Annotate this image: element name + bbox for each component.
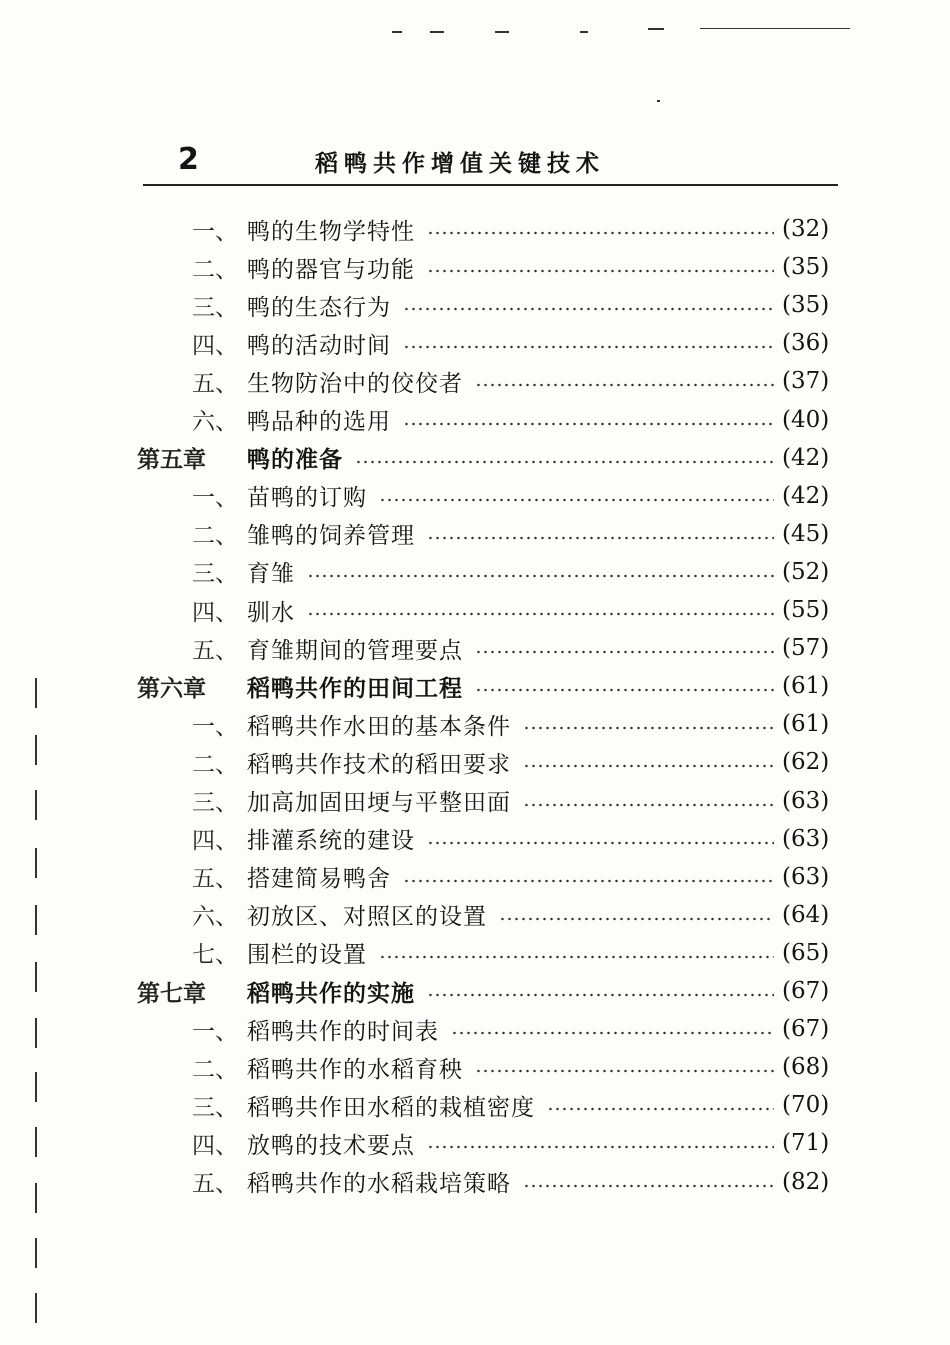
section-number: 六、 xyxy=(192,409,238,435)
dot-leader xyxy=(523,803,774,807)
page-reference: (42) xyxy=(782,482,830,509)
dot-leader xyxy=(499,917,774,921)
section-number: 六、 xyxy=(192,904,238,931)
section-number: 三、 xyxy=(192,561,238,588)
dot-leader xyxy=(475,1069,774,1073)
section-number: 四、 xyxy=(192,599,238,626)
section-title: 稻鸭共作水田的基本条件 xyxy=(247,713,511,740)
section-title: 生物防治中的佼佼者 xyxy=(247,370,463,397)
page-reference: (40) xyxy=(782,406,830,433)
dot-leader xyxy=(475,383,774,387)
page-reference: (67) xyxy=(782,1016,830,1043)
toc-section-entry[interactable] xyxy=(0,705,950,743)
dot-leader xyxy=(355,460,774,464)
scan-speck xyxy=(495,31,509,33)
header-rule xyxy=(143,184,838,186)
section-number: 一、 xyxy=(192,1018,238,1045)
margin-mark xyxy=(35,790,37,820)
dot-leader xyxy=(427,231,774,235)
section-title: 育雏期间的管理要点 xyxy=(247,637,463,664)
dot-leader xyxy=(307,574,774,578)
margin-mark xyxy=(35,1127,37,1157)
margin-mark xyxy=(35,1293,37,1323)
page-reference: (64) xyxy=(782,901,830,928)
page-reference: (63) xyxy=(782,863,830,890)
toc-section-entry[interactable] xyxy=(0,324,950,362)
section-number: 三、 xyxy=(192,294,238,321)
dot-leader xyxy=(523,726,774,730)
margin-mark xyxy=(35,1072,37,1102)
section-title: 搭建简易鸭舍 xyxy=(247,866,391,893)
page-reference: (62) xyxy=(782,749,830,776)
chapter-number: 第七章 xyxy=(137,979,206,1007)
page-reference: (45) xyxy=(782,520,830,547)
page-reference: (57) xyxy=(782,635,830,662)
toc-section-entry[interactable] xyxy=(0,782,950,820)
toc-section-entry[interactable] xyxy=(0,515,950,553)
chapter-title: 稻鸭共作的实施 xyxy=(247,979,415,1007)
chapter-number: 第六章 xyxy=(137,674,206,702)
scan-speck xyxy=(648,28,664,30)
dot-leader xyxy=(475,688,774,692)
section-title: 加高加固田埂与平整田面 xyxy=(247,790,511,816)
chapter-title: 稻鸭共作的田间工程 xyxy=(247,674,463,702)
scan-speck xyxy=(657,100,660,102)
section-title: 稻鸭共作的时间表 xyxy=(247,1018,439,1045)
toc-section-entry[interactable] xyxy=(0,286,950,324)
section-number: 五、 xyxy=(192,637,238,664)
dot-leader xyxy=(403,422,774,426)
section-number: 二、 xyxy=(192,1056,238,1083)
page-reference: (52) xyxy=(782,558,830,585)
dot-leader xyxy=(403,307,774,311)
section-number: 四、 xyxy=(192,1132,238,1159)
page-reference: (67) xyxy=(782,978,830,1004)
toc-section-entry[interactable] xyxy=(0,1163,950,1201)
page-reference: (42) xyxy=(782,444,830,471)
section-title: 育雏 xyxy=(247,561,295,588)
section-number: 四、 xyxy=(192,332,238,359)
chapter-number: 第五章 xyxy=(137,446,206,474)
toc-section-entry[interactable] xyxy=(0,210,950,248)
section-title: 鸭品种的选用 xyxy=(247,409,391,435)
page-reference: (68) xyxy=(782,1054,830,1081)
section-title: 放鸭的技术要点 xyxy=(247,1132,415,1159)
margin-mark xyxy=(35,735,37,765)
toc-chapter-entry[interactable] xyxy=(0,439,950,477)
margin-mark xyxy=(35,1238,37,1268)
section-number: 二、 xyxy=(192,523,238,550)
toc-section-entry[interactable] xyxy=(0,477,950,515)
page-reference: (35) xyxy=(782,292,830,319)
page-reference: (36) xyxy=(782,330,830,357)
toc-section-entry[interactable] xyxy=(0,858,950,896)
page-reference: (61) xyxy=(782,711,830,738)
section-title: 围栏的设置 xyxy=(247,942,367,969)
section-number: 一、 xyxy=(192,218,238,245)
toc-section-entry[interactable] xyxy=(0,591,950,629)
section-title: 鸭的活动时间 xyxy=(247,332,391,359)
toc-section-entry[interactable] xyxy=(0,553,950,591)
toc-section-entry[interactable] xyxy=(0,362,950,400)
page-reference: (61) xyxy=(782,673,830,700)
toc-section-entry[interactable] xyxy=(0,743,950,781)
scan-speck xyxy=(430,31,444,33)
dot-leader xyxy=(379,498,774,502)
scan-speck xyxy=(392,31,402,33)
scan-speck xyxy=(700,28,850,29)
section-number: 二、 xyxy=(192,256,238,283)
margin-mark xyxy=(35,1183,37,1213)
dot-leader xyxy=(403,879,774,883)
toc-section-entry[interactable] xyxy=(0,629,950,667)
toc-chapter-entry[interactable] xyxy=(0,972,950,1010)
dot-leader xyxy=(379,955,774,959)
dot-leader xyxy=(427,269,774,273)
section-title: 鸭的器官与功能 xyxy=(247,256,415,283)
section-title: 排灌系统的建设 xyxy=(247,828,415,855)
dot-leader xyxy=(475,650,774,654)
dot-leader xyxy=(451,1031,774,1035)
toc-section-entry[interactable] xyxy=(0,820,950,858)
margin-mark xyxy=(35,962,37,992)
book-title: 稻鸭共作增值关键技术 xyxy=(315,150,605,177)
margin-mark xyxy=(35,905,37,935)
dot-leader xyxy=(427,1145,774,1149)
toc-chapter-entry[interactable] xyxy=(0,667,950,705)
margin-mark xyxy=(35,848,37,878)
running-header xyxy=(143,140,838,182)
chapter-title: 鸭的准备 xyxy=(247,446,343,474)
page-reference: (70) xyxy=(782,1092,830,1119)
toc-section-entry[interactable] xyxy=(0,401,950,439)
section-title: 雏鸭的饲养管理 xyxy=(247,523,415,550)
section-title: 鸭的生态行为 xyxy=(247,294,391,321)
page-reference: (63) xyxy=(782,825,830,852)
section-title: 苗鸭的订购 xyxy=(247,485,367,512)
page-reference: (37) xyxy=(782,368,830,395)
section-title: 稻鸭共作田水稻的栽植密度 xyxy=(247,1094,535,1121)
scan-speck xyxy=(580,31,588,33)
section-number: 七、 xyxy=(192,942,238,969)
dot-leader xyxy=(523,1184,774,1188)
toc-section-entry[interactable] xyxy=(0,934,950,972)
section-number: 三、 xyxy=(192,790,238,816)
dot-leader xyxy=(427,841,774,845)
section-number: 五、 xyxy=(192,866,238,893)
section-number: 三、 xyxy=(192,1094,238,1121)
section-title: 稻鸭共作的水稻育秧 xyxy=(247,1056,463,1083)
section-title: 驯水 xyxy=(247,599,295,626)
page-reference: (71) xyxy=(782,1130,830,1157)
section-number: 二、 xyxy=(192,751,238,778)
toc-section-entry[interactable] xyxy=(0,1086,950,1124)
dot-leader xyxy=(523,764,774,768)
toc-section-entry[interactable] xyxy=(0,1010,950,1048)
section-title: 初放区、对照区的设置 xyxy=(247,904,487,931)
section-title: 稻鸭共作的水稻栽培策略 xyxy=(247,1171,511,1197)
page-number: 2 xyxy=(178,142,199,177)
dot-leader xyxy=(307,612,774,616)
page-reference: (65) xyxy=(782,939,830,966)
page-reference: (32) xyxy=(782,216,830,242)
toc-section-entry[interactable] xyxy=(0,896,950,934)
section-number: 一、 xyxy=(192,485,238,512)
page-reference: (82) xyxy=(782,1168,830,1195)
margin-mark xyxy=(35,1018,37,1048)
section-title: 稻鸭共作技术的稻田要求 xyxy=(247,751,511,778)
toc-section-entry[interactable] xyxy=(0,248,950,286)
page-reference: (55) xyxy=(782,597,830,623)
section-number: 四、 xyxy=(192,828,238,855)
section-number: 五、 xyxy=(192,370,238,397)
dot-leader xyxy=(403,345,774,349)
toc-section-entry[interactable] xyxy=(0,1048,950,1086)
dot-leader xyxy=(427,536,774,540)
toc-section-entry[interactable] xyxy=(0,1124,950,1162)
section-number: 一、 xyxy=(192,713,238,740)
section-number: 五、 xyxy=(192,1171,238,1197)
dot-leader xyxy=(427,993,774,997)
page-reference: (35) xyxy=(782,254,830,281)
dot-leader xyxy=(547,1107,774,1111)
section-title: 鸭的生物学特性 xyxy=(247,218,415,245)
margin-mark xyxy=(35,678,37,708)
page-reference: (63) xyxy=(782,787,830,814)
